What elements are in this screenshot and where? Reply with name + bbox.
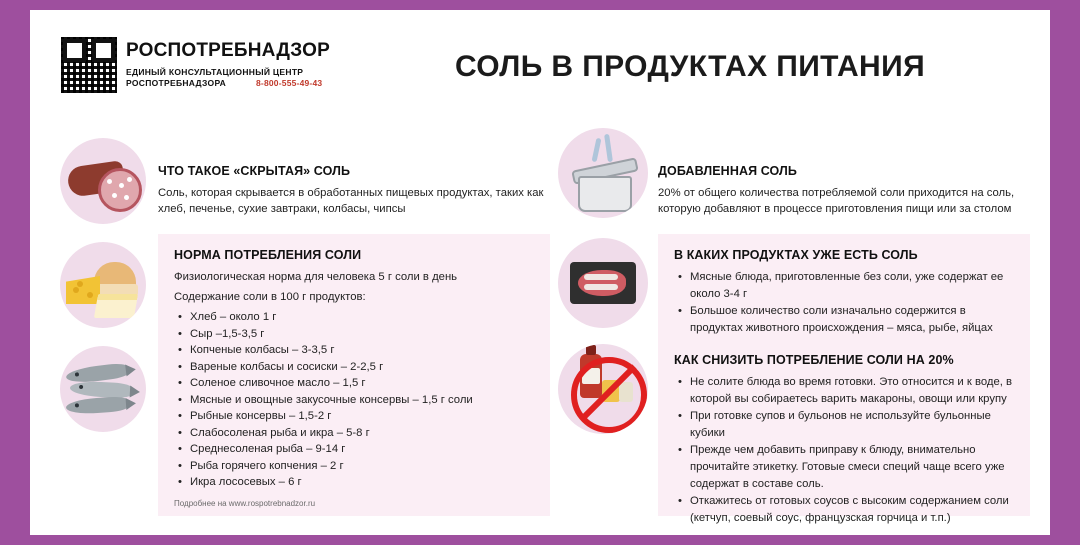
brand-name: РОСПОТРЕБНАДЗОР <box>126 40 330 61</box>
salt-norm-heading: НОРМА ПОТРЕБЛЕНИЯ СОЛИ <box>174 248 362 262</box>
footnote: Подробнее на www.rospotrebnadzor.ru <box>174 499 316 508</box>
cooking-pot-circle-icon <box>558 128 648 218</box>
list-item: • Большое количество соли изначально содержится в продуктах животного происхождения – мяса, рыбе, яйцах <box>690 303 1014 337</box>
page-title: СОЛЬ В ПРОДУКТАХ ПИТАНИЯ <box>454 50 926 83</box>
cheese-bread-circle-icon <box>60 242 146 328</box>
list-item: • Соленое сливочное масло – 1,5 г <box>190 375 534 392</box>
qr-code-icon <box>60 36 118 94</box>
fish-shape <box>70 380 133 398</box>
list-item: • Не солите блюда во время готовки. Это относится и к воде, в которой вы собираетесь варить макароны, овощи или крупу <box>690 374 1014 408</box>
cheese-shape <box>66 276 100 304</box>
fish-shape <box>66 396 129 415</box>
already-salt-heading: В КАКИХ ПРОДУКТАХ УЖЕ ЕСТЬ СОЛЬ <box>674 248 918 262</box>
list-item: • Икра лососевых – 6 г <box>190 474 534 491</box>
poster <box>30 10 1050 535</box>
brand-subtitle-line1: ЕДИНЫЙ КОНСУЛЬТАЦИОННЫЙ ЦЕНТР <box>126 67 304 77</box>
fish-circle-icon <box>60 346 146 432</box>
list-item: • Среднесоленая рыба – 9-14 г <box>190 441 534 458</box>
steam-shape <box>592 138 602 163</box>
reduce-salt-list <box>674 374 1014 527</box>
reduce-salt-heading: КАК СНИЗИТЬ ПОТРЕБЛЕНИЕ СОЛИ НА 20% <box>674 353 954 367</box>
salt-norm-text-1: Физиологическая норма для человека 5 г соли в день <box>174 271 458 283</box>
list-item: • Вареные колбасы и сосиски – 2-2,5 г <box>190 359 534 376</box>
already-salt-list <box>674 269 1014 337</box>
hidden-salt-text: Соль, которая скрывается в обработанных пищевых продуктах, таких как хлеб, печенье, сухие завтраки, колбасы, чипсы <box>158 187 544 215</box>
poster-header <box>30 10 1050 115</box>
no-sauces-circle-icon <box>558 344 648 434</box>
added-salt-text: 20% от общего количества потребляемой соли приходится на соль, которую добавляют в процессе приготовления пищи или за столом <box>658 187 1015 215</box>
list-item: • Сыр –1,5-3,5 г <box>190 326 534 343</box>
list-item: • Мясные блюда, приготовленные без соли, уже содержат ее около 3-4 г <box>690 269 1014 303</box>
list-item: • Рыбные консервы – 1,5-2 г <box>190 408 534 425</box>
right-info-block <box>658 234 1030 524</box>
pot-body-shape <box>578 176 632 212</box>
brand-phone: 8-800-555-49-43 <box>256 78 323 88</box>
sausage-circle-icon <box>60 138 146 224</box>
list-item: • Хлеб – около 1 г <box>190 309 534 326</box>
list-item: • Копченые колбасы – 3-3,5 г <box>190 342 534 359</box>
brand-subtitle-line2: РОСПОТРЕБНАДЗОРА <box>126 78 227 88</box>
steak-shape <box>578 270 626 296</box>
added-salt-heading: ДОБАВЛЕННАЯ СОЛЬ <box>658 164 798 178</box>
hidden-salt-block <box>158 150 550 222</box>
list-item: • Слабосоленая рыба и икра – 5-8 г <box>190 425 534 442</box>
bread-shape <box>94 262 136 292</box>
list-item: • Мясные и овощные закусочные консервы – 1,5 г соли <box>190 392 534 409</box>
salt-content-list <box>174 309 534 491</box>
list-item: • При готовке супов и бульонов не используйте бульонные кубики <box>690 408 1014 442</box>
list-item: • Рыба горячего копчения – 2 г <box>190 458 534 475</box>
list-item: • Прежде чем добавить приправу к блюду, внимательно прочитайте этикетку. Готовые смеси специй чаще всего уже содержат в составе соль. <box>690 442 1014 493</box>
butter-shape <box>94 294 138 318</box>
list-item: • Откажитесь от готовых соусов с высоким содержанием соли (кетчуп, соевый соус, французская горчица и т.п.) <box>690 493 1014 527</box>
prohibition-sign-icon <box>571 357 647 433</box>
salt-norm-block <box>158 234 550 516</box>
meat-board-circle-icon <box>558 238 648 328</box>
salami-slice-shape <box>98 168 142 212</box>
salt-norm-text-2: Содержание соли в 100 г продуктов: <box>174 291 366 303</box>
added-salt-block <box>658 150 1030 222</box>
steam-shape <box>604 134 613 162</box>
hidden-salt-heading: ЧТО ТАКОЕ «СКРЫТАЯ» СОЛЬ <box>158 164 351 178</box>
